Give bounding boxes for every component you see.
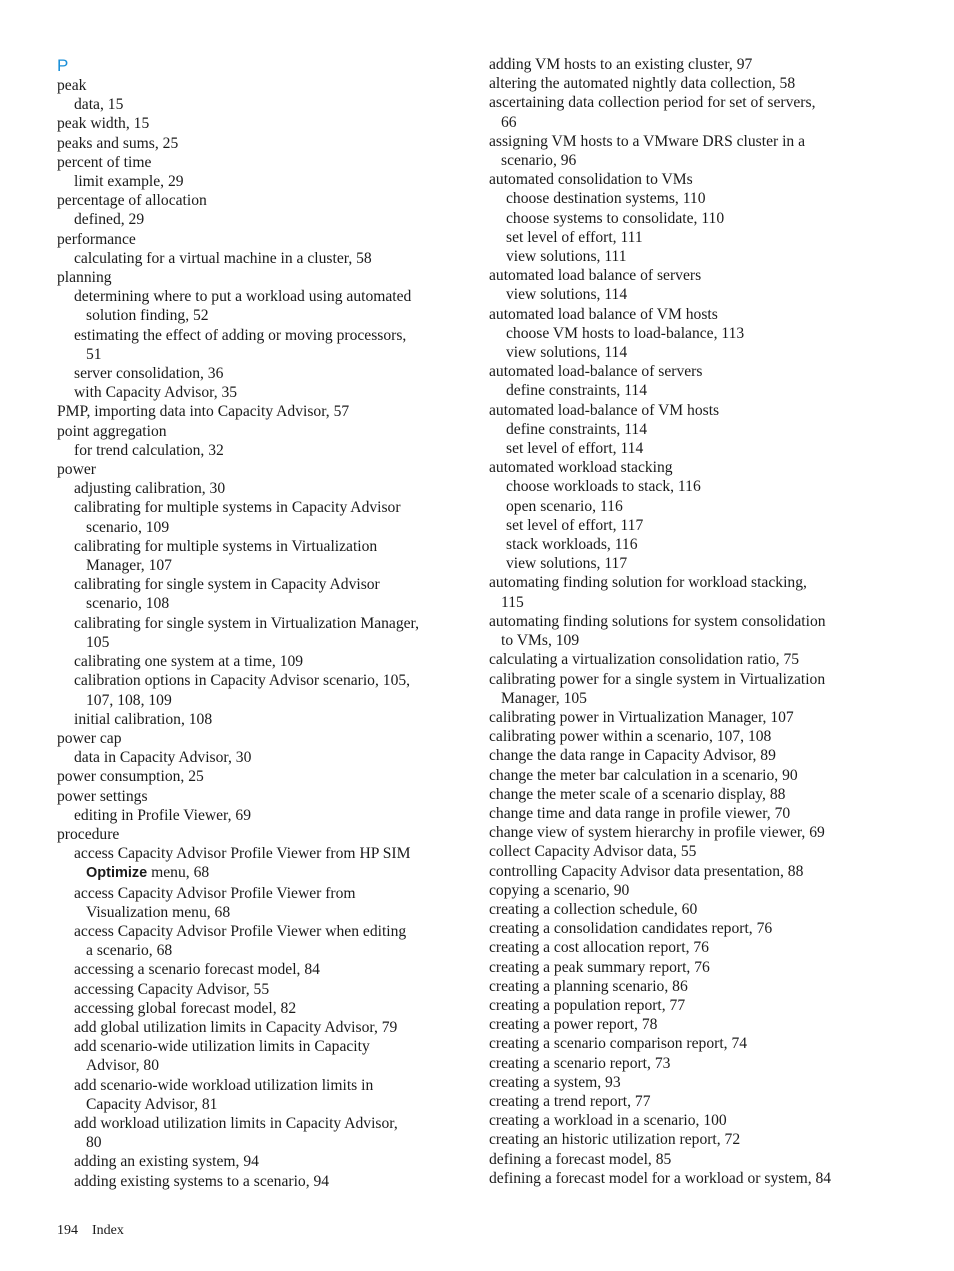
index-entry: creating a workload in a scenario, 100	[489, 1112, 727, 1130]
index-subentry: access Capacity Advisor Profile Viewer from	[74, 884, 356, 902]
index-entry: creating a peak summary report, 76	[489, 958, 710, 976]
index-entry: creating a power report, 78	[489, 1016, 658, 1034]
index-subentry: accessing Capacity Advisor, 55	[74, 980, 270, 998]
index-subentry: data, 15	[74, 96, 124, 114]
index-entry-continuation: a scenario, 68	[86, 942, 173, 960]
index-entry-continuation: 66	[501, 113, 517, 131]
index-subentry: add workload utilization limits in Capacity Advisor,	[74, 1114, 398, 1132]
index-subentry: calibrating for multiple systems in Capacity Advisor	[74, 499, 401, 517]
index-subentry: calibrating for single system in Virtualization Manager,	[74, 614, 420, 632]
index-subentry: calibrating for single system in Capacity Advisor	[74, 576, 380, 594]
index-entry: creating a scenario report, 73	[489, 1054, 671, 1072]
index-entry: point aggregation	[57, 422, 167, 440]
index-entry: creating a collection schedule, 60	[489, 900, 698, 918]
index-entry: change the data range in Capacity Advisor, 89	[489, 747, 776, 765]
index-entry: defining a forecast model, 85	[489, 1150, 672, 1168]
index-entry: calibrating power in Virtualization Manager, 107	[489, 708, 794, 726]
index-subentry: accessing a scenario forecast model, 84	[74, 961, 320, 979]
index-entry: change the meter scale of a scenario display, 88	[489, 785, 786, 803]
index-entry-continuation: scenario, 108	[86, 595, 170, 613]
index-entry: change view of system hierarchy in profile viewer, 69	[489, 824, 825, 842]
index-entry-continuation: scenario, 109	[86, 518, 170, 536]
index-subentry: calculating for a virtual machine in a cluster, 58	[74, 249, 372, 267]
index-entry: copying a scenario, 90	[489, 881, 630, 899]
index-subentry: view solutions, 117	[506, 555, 628, 573]
index-entry: automating finding solution for workload stacking,	[489, 574, 807, 592]
index-entry: defining a forecast model for a workload or system, 84	[489, 1169, 832, 1187]
index-entry-continuation: 107, 108, 109	[86, 691, 172, 709]
index-entry: automated load balance of VM hosts	[489, 305, 718, 323]
index-entry-text: menu, 68	[147, 864, 210, 882]
index-entry: procedure	[57, 825, 120, 843]
index-entry-continuation: to VMs, 109	[501, 632, 580, 650]
index-subentry: define constraints, 114	[506, 420, 648, 438]
index-entry-continuation: solution finding, 52	[86, 307, 209, 325]
index-subentry: access Capacity Advisor Profile Viewer when editing	[74, 922, 407, 940]
index-column-right	[489, 55, 879, 1188]
index-entry-continuation: Manager, 107	[86, 557, 172, 575]
index-entry-continuation: 80	[86, 1134, 102, 1152]
index-entry: change the meter bar calculation in a scenario, 90	[489, 766, 798, 784]
index-subentry: accessing global forecast model, 82	[74, 999, 297, 1017]
index-subentry: choose workloads to stack, 116	[506, 478, 701, 496]
index-entry: automated workload stacking	[489, 459, 673, 477]
index-subentry: server consolidation, 36	[74, 365, 224, 383]
index-entry: PMP, importing data into Capacity Advisor, 57	[57, 403, 350, 421]
page-number: 194	[57, 1223, 78, 1238]
index-entry: peaks and sums, 25	[57, 134, 179, 152]
index-subentry: for trend calculation, 32	[74, 441, 224, 459]
index-subentry: with Capacity Advisor, 35	[74, 384, 238, 402]
index-entry: automated consolidation to VMs	[489, 171, 693, 189]
index-entry: calibrating power within a scenario, 107, 108	[489, 728, 772, 746]
index-subentry: add global utilization limits in Capacity Advisor, 79	[74, 1018, 398, 1036]
index-subentry: choose VM hosts to load-balance, 113	[506, 324, 745, 342]
index-entry-continuation: Manager, 105	[501, 689, 587, 707]
index-entry: adding VM hosts to an existing cluster, 97	[489, 56, 753, 73]
index-entry: calibrating power for a single system in Virtualization	[489, 670, 826, 688]
index-entry: controlling Capacity Advisor data presentation, 88	[489, 862, 804, 880]
index-column-left	[57, 55, 457, 1191]
index-subentry: add scenario-wide workload utilization limits in	[74, 1076, 374, 1094]
index-subentry: set level of effort, 117	[506, 516, 644, 534]
index-subentry: editing in Profile Viewer, 69	[74, 806, 252, 824]
index-entry-continuation: 115	[501, 593, 524, 611]
index-subentry: add scenario-wide utilization limits in Capacity	[74, 1038, 370, 1056]
index-subentry: choose systems to consolidate, 110	[506, 209, 725, 227]
index-subentry: data in Capacity Advisor, 30	[74, 749, 252, 767]
index-subentry: set level of effort, 111	[506, 228, 643, 246]
index-subentry: stack workloads, 116	[506, 536, 638, 554]
index-entry: ascertaining data collection period for set of servers,	[489, 94, 816, 112]
index-entry: planning	[57, 269, 112, 287]
index-subentry: estimating the effect of adding or moving processors,	[74, 326, 407, 344]
index-entry-continuation	[57, 863, 457, 883]
index-subentry: view solutions, 114	[506, 344, 628, 362]
index-subentry: adjusting calibration, 30	[74, 480, 226, 498]
index-entry-continuation: Capacity Advisor, 81	[86, 1095, 218, 1113]
index-subentry: define constraints, 114	[506, 382, 648, 400]
index-entry: peak	[57, 77, 87, 94]
index-subentry: open scenario, 116	[506, 497, 623, 515]
index-entry: creating a planning scenario, 86	[489, 977, 688, 995]
index-entry: creating a trend report, 77	[489, 1092, 651, 1110]
index-entry-continuation: Advisor, 80	[86, 1057, 160, 1075]
index-subentry: access Capacity Advisor Profile Viewer from HP SIM	[74, 845, 411, 863]
index-subentry: adding existing systems to a scenario, 94	[74, 1172, 330, 1190]
index-entry-list-right	[489, 55, 879, 1188]
index-entry: power settings	[57, 787, 148, 805]
index-subentry: limit example, 29	[74, 173, 184, 191]
index-entry: creating a scenario comparison report, 74	[489, 1035, 748, 1053]
index-entry-list-left	[57, 76, 457, 1191]
index-entry: creating a population report, 77	[489, 996, 686, 1014]
index-entry: automated load-balance of VM hosts	[489, 401, 720, 419]
index-entry: percent of time	[57, 153, 152, 171]
index-subentry: defined, 29	[74, 211, 145, 229]
index-subentry: choose destination systems, 110	[506, 190, 706, 208]
index-entry: power cap	[57, 729, 122, 747]
index-subentry: view solutions, 111	[506, 248, 627, 266]
index-entry: collect Capacity Advisor data, 55	[489, 843, 697, 861]
index-subentry: set level of effort, 114	[506, 440, 644, 458]
index-subentry: determining where to put a workload using automated	[74, 288, 412, 306]
index-entry: power consumption, 25	[57, 768, 204, 786]
index-subentry: calibration options in Capacity Advisor scenario, 105,	[74, 672, 411, 690]
index-entry-continuation: 51	[86, 345, 102, 363]
index-entry: performance	[57, 230, 136, 248]
index-entry: automating finding solutions for system consolidation	[489, 612, 826, 630]
index-entry: creating a cost allocation report, 76	[489, 939, 709, 957]
menu-name-emphasis: Optimize	[86, 865, 148, 882]
index-entry: power	[57, 461, 96, 479]
index-subentry: initial calibration, 108	[74, 710, 213, 728]
index-entry-continuation: 105	[86, 633, 110, 651]
index-entry: peak width, 15	[57, 115, 150, 133]
index-entry: calculating a virtualization consolidation ratio, 75	[489, 651, 800, 669]
index-entry-continuation: Visualization menu, 68	[86, 903, 231, 921]
index-entry: percentage of allocation	[57, 192, 207, 210]
index-entry-continuation: scenario, 96	[501, 152, 577, 170]
section-letter: P	[57, 56, 69, 75]
index-entry: automated load balance of servers	[489, 267, 702, 285]
index-entry: assigning VM hosts to a VMware DRS cluster in a	[489, 132, 806, 150]
index-subentry: view solutions, 114	[506, 286, 628, 304]
page-footer	[57, 1222, 138, 1240]
index-subentry: calibrating for multiple systems in Virtualization	[74, 537, 378, 555]
index-entry: automated load-balance of servers	[489, 363, 703, 381]
index-entry: creating a consolidation candidates report, 76	[489, 920, 773, 938]
index-entry: altering the automated nightly data collection, 58	[489, 75, 796, 93]
footer-section-name: Index	[92, 1223, 124, 1238]
index-subentry: adding an existing system, 94	[74, 1153, 259, 1171]
index-entry: creating an historic utilization report, 72	[489, 1131, 741, 1149]
index-entry: creating a system, 93	[489, 1073, 621, 1091]
index-entry: change time and data range in profile viewer, 70	[489, 804, 791, 822]
index-subentry: calibrating one system at a time, 109	[74, 653, 304, 671]
